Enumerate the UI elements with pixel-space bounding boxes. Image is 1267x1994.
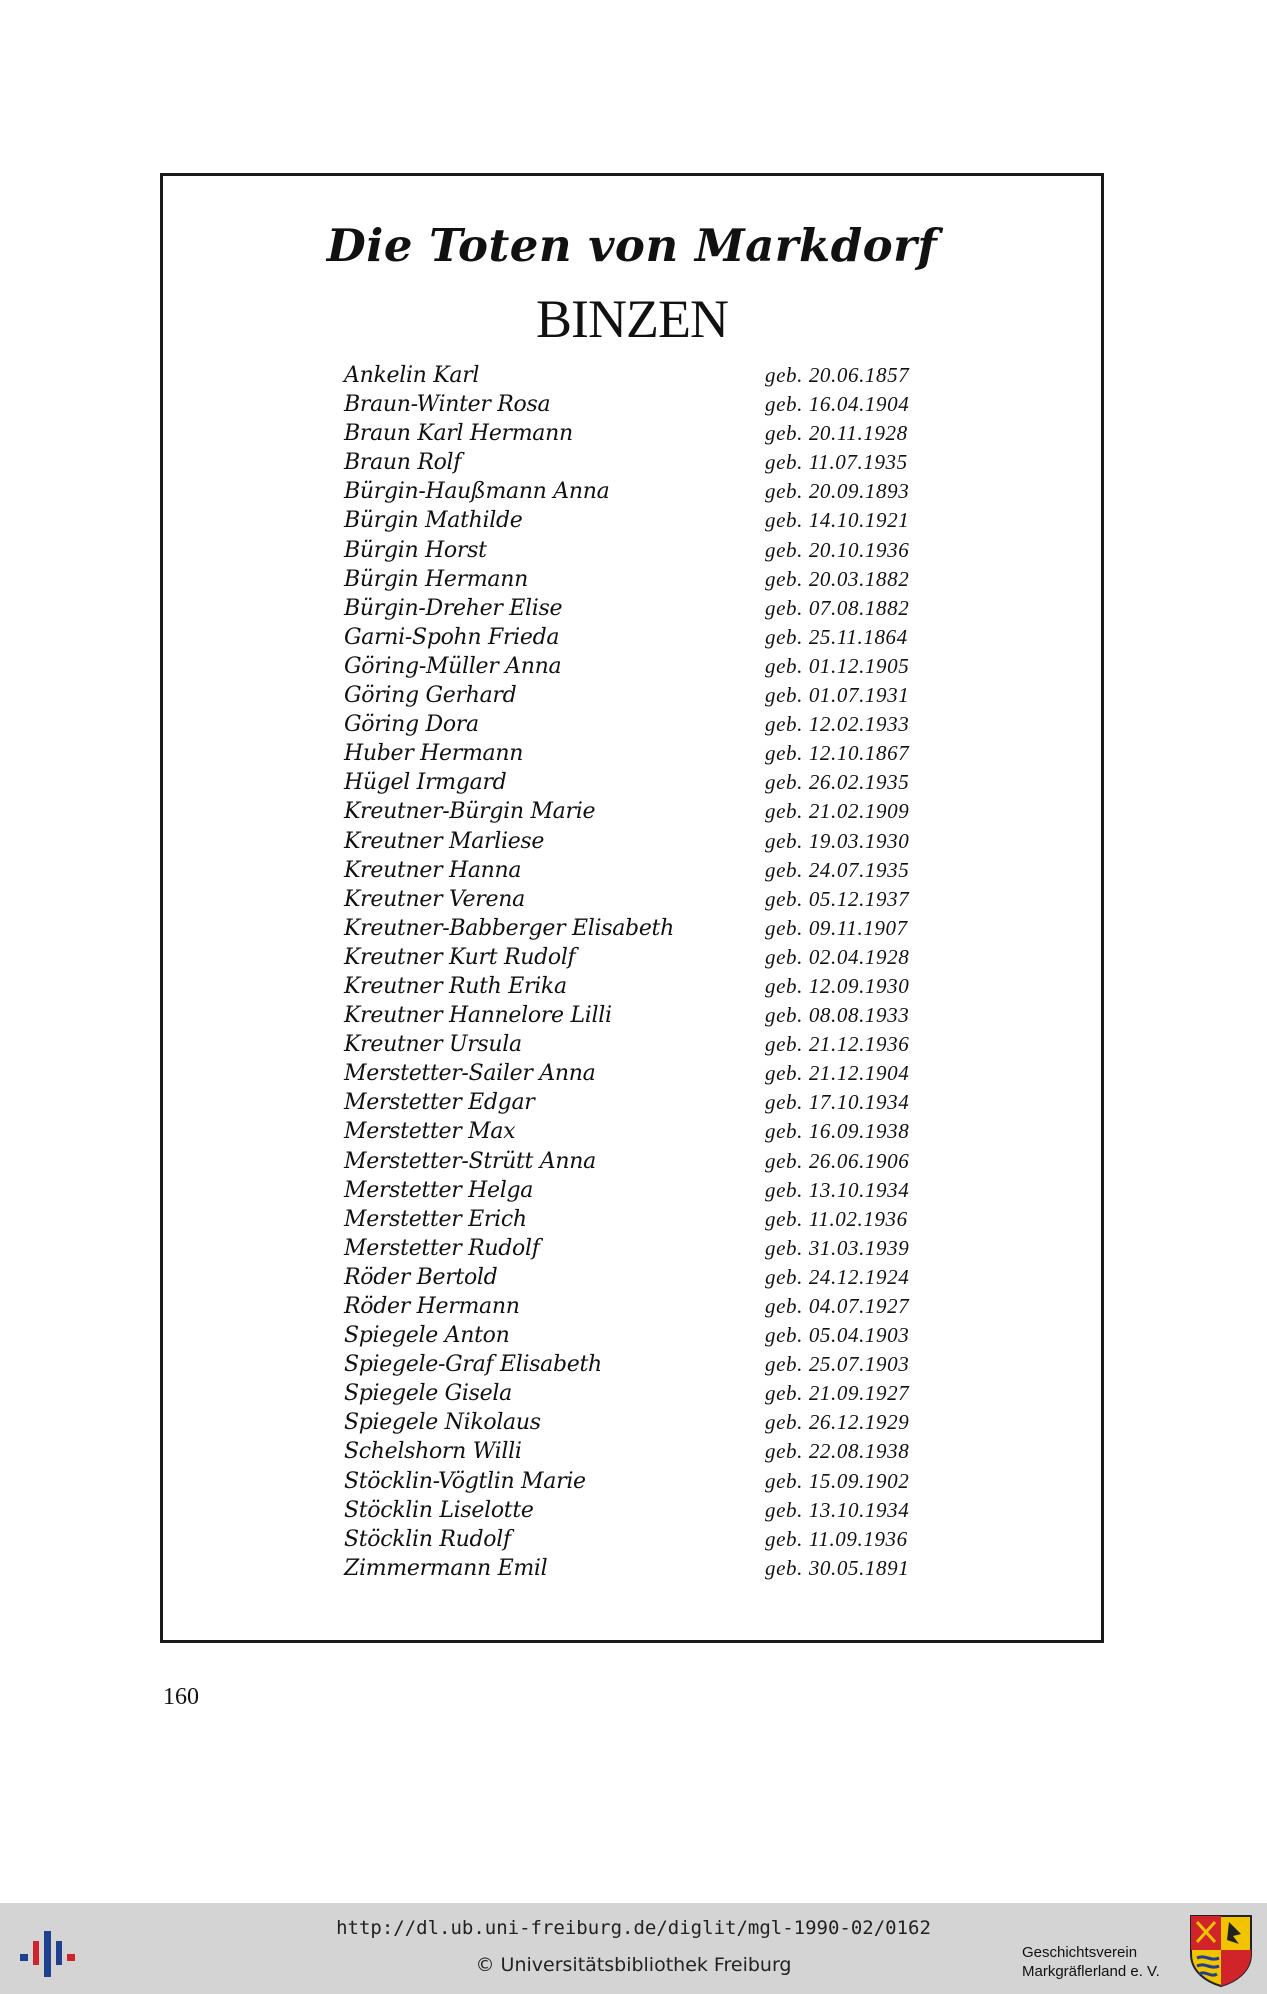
list-item	[344, 1117, 944, 1146]
list-item	[344, 1059, 944, 1088]
entry-name: Braun Rolf	[344, 450, 462, 476]
entry-name: Bürgin Hermann	[344, 566, 528, 592]
entry-birth-date: geb. 07.08.1882	[765, 595, 910, 620]
entry-name: Stöcklin Liselotte	[344, 1497, 534, 1523]
entry-name: Bürgin Mathilde	[344, 508, 523, 534]
entry-birth-date: geb. 04.07.1927	[765, 1294, 910, 1318]
entry-name: Merstetter Erich	[344, 1206, 527, 1232]
list-item	[344, 1437, 944, 1466]
list-item	[344, 768, 944, 797]
entry-birth-date: geb. 21.09.1927	[765, 1381, 910, 1406]
entry-birth-date: geb. 20.11.1928	[765, 421, 908, 446]
society-name-line2: Markgräflerland e. V.	[1022, 1963, 1160, 1980]
list-item	[344, 390, 944, 419]
entry-name: Kreutner-Bürgin Marie	[344, 799, 596, 825]
entry-name: Bürgin Horst	[344, 537, 487, 563]
list-item	[344, 710, 944, 739]
entry-birth-date: geb. 11.09.1936	[765, 1526, 908, 1551]
entry-birth-date: geb. 12.02.1933	[765, 712, 910, 737]
entry-birth-date: geb. 26.02.1935	[765, 770, 910, 795]
entry-name: Kreutner Hannelore Lilli	[344, 1003, 612, 1029]
entry-birth-date: geb. 26.12.1929	[765, 1410, 910, 1435]
footer-url-link[interactable]: http://dl.ub.uni-freiburg.de/diglit/mgl-1990-02/0162	[336, 1917, 931, 1939]
list-item	[344, 1467, 944, 1496]
list-item	[344, 652, 944, 681]
entry-birth-date: geb. 12.09.1930	[765, 973, 910, 998]
entries-list	[344, 361, 944, 1583]
list-item	[344, 1525, 944, 1554]
entry-birth-date: geb. 24.12.1924	[765, 1264, 910, 1289]
entry-name: Merstetter Edgar	[344, 1090, 535, 1116]
list-item	[344, 1379, 944, 1408]
entry-birth-date: geb. 22.08.1938	[765, 1439, 910, 1464]
entry-birth-date: geb. 13.10.1934	[765, 1177, 910, 1202]
list-item	[344, 972, 944, 1001]
page-number: 160	[163, 1684, 199, 1710]
list-item	[344, 1496, 944, 1525]
footer-copyright: © Universitätsbibliothek Freiburg	[475, 1954, 792, 1976]
entry-birth-date: geb. 26.06.1906	[765, 1148, 910, 1173]
entry-name: Kreutner Kurt Rudolf	[344, 944, 576, 970]
entry-birth-date: geb. 30.05.1891	[765, 1555, 910, 1580]
list-item	[344, 1554, 944, 1583]
entry-name: Göring-Müller Anna	[344, 653, 562, 679]
entry-name: Stöcklin Rudolf	[344, 1526, 511, 1552]
entry-birth-date: geb. 01.12.1905	[765, 653, 910, 678]
society-name-line1: Geschichtsverein	[1022, 1944, 1138, 1961]
list-item	[344, 797, 944, 826]
coat-of-arms-icon	[1189, 1914, 1253, 1988]
list-item	[344, 1001, 944, 1030]
list-item	[344, 1292, 944, 1321]
entry-birth-date: geb. 11.07.1935	[765, 450, 908, 475]
list-item	[344, 1030, 944, 1059]
entry-name: Merstetter Helga	[344, 1177, 534, 1203]
entry-name: Göring Dora	[344, 712, 479, 738]
entry-name: Röder Hermann	[344, 1294, 520, 1319]
entry-name: Huber Hermann	[344, 741, 524, 767]
entry-name: Bürgin-Dreher Elise	[344, 595, 563, 621]
society-name	[1022, 1943, 1160, 1981]
entry-birth-date: geb. 20.03.1882	[765, 566, 910, 591]
entry-birth-date: geb. 01.07.1931	[765, 683, 910, 708]
list-item	[344, 1234, 944, 1263]
list-item	[344, 856, 944, 885]
section-title: BINZEN	[536, 289, 728, 349]
entry-birth-date: geb. 19.03.1930	[765, 828, 910, 853]
entry-name: Spiegele-Graf Elisabeth	[344, 1352, 602, 1378]
list-item	[344, 1147, 944, 1176]
list-item	[344, 361, 944, 390]
list-item	[344, 943, 944, 972]
list-item	[344, 914, 944, 943]
entry-birth-date: geb. 21.12.1936	[765, 1032, 910, 1057]
entry-birth-date: geb. 21.12.1904	[765, 1061, 910, 1086]
list-item	[344, 1321, 944, 1350]
list-item	[344, 565, 944, 594]
entry-birth-date: geb. 25.07.1903	[765, 1352, 910, 1377]
list-item	[344, 419, 944, 448]
list-item	[344, 594, 944, 623]
entry-name: Spiegele Nikolaus	[344, 1410, 541, 1436]
entry-name: Kreutner Ursula	[344, 1032, 522, 1058]
entry-birth-date: geb. 11.02.1936	[765, 1206, 908, 1231]
entry-birth-date: geb. 08.08.1933	[765, 1003, 910, 1028]
entry-birth-date: geb. 14.10.1921	[765, 508, 910, 533]
entry-name: Zimmermann Emil	[344, 1555, 548, 1581]
entry-name: Garni-Spohn Frieda	[344, 624, 560, 650]
list-item	[344, 448, 944, 477]
entry-name: Braun Karl Hermann	[344, 421, 573, 447]
entry-name: Hügel Irmgard	[344, 770, 507, 796]
entry-name: Kreutner Marliese	[344, 828, 545, 854]
entry-birth-date: geb. 16.09.1938	[765, 1119, 910, 1144]
entry-birth-date: geb. 16.04.1904	[765, 392, 910, 417]
list-item	[344, 885, 944, 914]
entry-birth-date: geb. 20.10.1936	[765, 537, 910, 562]
entry-name: Ankelin Karl	[344, 363, 480, 388]
entry-name: Kreutner Verena	[344, 886, 525, 912]
list-item	[344, 506, 944, 535]
entry-birth-date: geb. 02.04.1928	[765, 944, 910, 969]
entry-birth-date: geb. 24.07.1935	[765, 857, 910, 882]
entry-birth-date: geb. 20.09.1893	[765, 479, 910, 504]
memorial-list-frame	[160, 173, 1104, 1643]
entry-birth-date: geb. 05.04.1903	[765, 1323, 910, 1348]
entry-name: Bürgin-Haußmann Anna	[344, 479, 610, 505]
entry-birth-date: geb. 05.12.1937	[765, 886, 910, 911]
list-item	[344, 1176, 944, 1205]
entry-name: Spiegele Anton	[344, 1323, 510, 1349]
entry-birth-date: geb. 20.06.1857	[765, 363, 910, 387]
entry-birth-date: geb. 09.11.1907	[765, 915, 908, 940]
entry-birth-date: geb. 13.10.1934	[765, 1497, 910, 1522]
entry-name: Spiegele Gisela	[344, 1381, 512, 1407]
entry-name: Göring Gerhard	[344, 683, 517, 709]
entry-birth-date: geb. 15.09.1902	[765, 1468, 910, 1493]
list-item	[344, 477, 944, 506]
entry-name: Schelshorn Willi	[344, 1439, 522, 1465]
entry-name: Merstetter-Sailer Anna	[344, 1061, 596, 1087]
list-item	[344, 1408, 944, 1437]
entry-name: Kreutner-Babberger Elisabeth	[344, 915, 674, 941]
entry-birth-date: geb. 17.10.1934	[765, 1090, 910, 1115]
list-item	[344, 1088, 944, 1117]
entry-name: Merstetter-Strütt Anna	[344, 1148, 596, 1174]
list-item	[344, 1263, 944, 1292]
entry-birth-date: geb. 31.03.1939	[765, 1235, 910, 1260]
entry-name: Kreutner Hanna	[344, 857, 522, 883]
entry-name: Merstetter Max	[344, 1119, 516, 1145]
list-item	[344, 1205, 944, 1234]
entry-birth-date: geb. 21.02.1909	[765, 799, 910, 824]
entry-name: Merstetter Rudolf	[344, 1235, 540, 1261]
footer-bar	[0, 1903, 1267, 1994]
list-item	[344, 827, 944, 856]
entry-name: Röder Bertold	[344, 1264, 498, 1290]
list-item	[344, 536, 944, 565]
entry-birth-date: geb. 12.10.1867	[765, 741, 910, 766]
list-item	[344, 623, 944, 652]
entry-name: Stöcklin-Vögtlin Marie	[344, 1468, 586, 1494]
entry-name: Braun-Winter Rosa	[344, 392, 551, 418]
page-headline: Die Toten von Markdorf	[326, 219, 938, 272]
entry-birth-date: geb. 25.11.1864	[765, 624, 908, 649]
entry-name: Kreutner Ruth Erika	[344, 973, 567, 999]
list-item	[344, 739, 944, 768]
list-item	[344, 1350, 944, 1379]
list-item	[344, 681, 944, 710]
